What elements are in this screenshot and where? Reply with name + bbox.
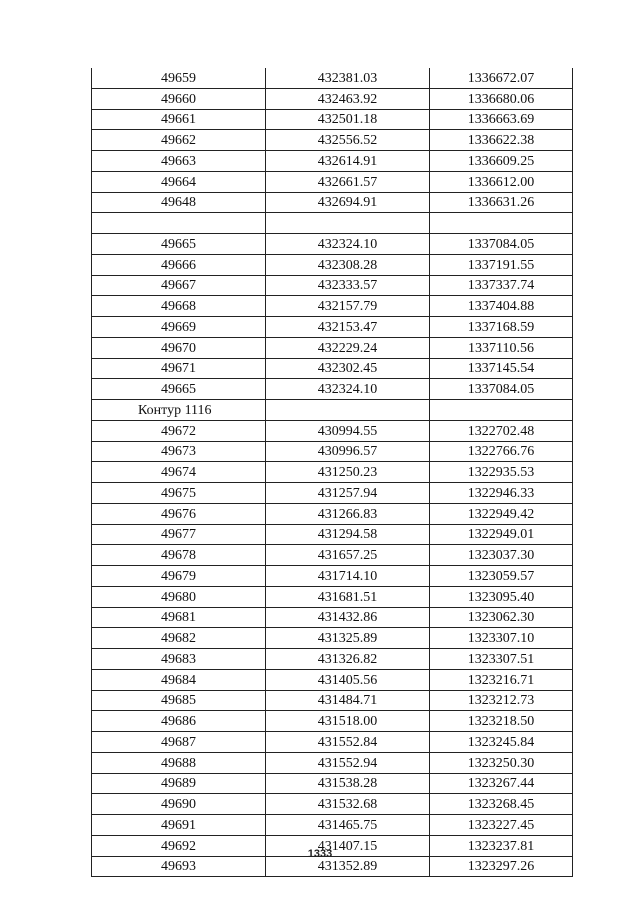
y-coordinate-cell: 1323297.26 bbox=[430, 856, 573, 877]
point-id-cell: 49693 bbox=[92, 856, 266, 877]
table-row bbox=[92, 586, 573, 607]
x-coordinate-cell: 431257.94 bbox=[266, 483, 430, 504]
point-id-cell: 49679 bbox=[92, 566, 266, 587]
table-row bbox=[92, 794, 573, 815]
y-coordinate-cell: 1336663.69 bbox=[430, 109, 573, 130]
y-coordinate-cell: 1337337.74 bbox=[430, 275, 573, 296]
point-id-cell: 49688 bbox=[92, 752, 266, 773]
table-row bbox=[92, 151, 573, 172]
table-row bbox=[92, 752, 573, 773]
y-coordinate-cell: 1323250.30 bbox=[430, 752, 573, 773]
table-row bbox=[92, 545, 573, 566]
point-id-cell: 49668 bbox=[92, 296, 266, 317]
x-coordinate-cell: 432501.18 bbox=[266, 109, 430, 130]
table-section-label-row bbox=[92, 400, 573, 421]
x-coordinate-cell: 431432.86 bbox=[266, 607, 430, 628]
point-id-cell: 49673 bbox=[92, 441, 266, 462]
point-id-cell: 49683 bbox=[92, 649, 266, 670]
table-row bbox=[92, 234, 573, 255]
y-coordinate-cell: 1323218.50 bbox=[430, 711, 573, 732]
x-coordinate-cell: 432661.57 bbox=[266, 171, 430, 192]
coordinates-table bbox=[91, 68, 573, 877]
x-coordinate-cell: 431538.28 bbox=[266, 773, 430, 794]
y-coordinate-cell: 1336680.06 bbox=[430, 88, 573, 109]
table-row bbox=[92, 337, 573, 358]
table-row bbox=[92, 649, 573, 670]
x-coordinate-cell: 431352.89 bbox=[266, 856, 430, 877]
x-coordinate-cell: 432308.28 bbox=[266, 254, 430, 275]
point-id-cell bbox=[92, 213, 266, 234]
point-id-cell: 49663 bbox=[92, 151, 266, 172]
table-row bbox=[92, 711, 573, 732]
table-blank-row bbox=[92, 213, 573, 234]
table-row bbox=[92, 607, 573, 628]
point-id-cell: 49670 bbox=[92, 337, 266, 358]
x-coordinate-cell: 432463.92 bbox=[266, 88, 430, 109]
table-row bbox=[92, 254, 573, 275]
point-id-cell: 49692 bbox=[92, 835, 266, 856]
x-coordinate-cell: 430994.55 bbox=[266, 420, 430, 441]
point-id-cell: 49685 bbox=[92, 690, 266, 711]
point-id-cell: 49660 bbox=[92, 88, 266, 109]
x-coordinate-cell: 432556.52 bbox=[266, 130, 430, 151]
x-coordinate-cell: 431714.10 bbox=[266, 566, 430, 587]
point-id-cell: 49665 bbox=[92, 234, 266, 255]
x-coordinate-cell: 431294.58 bbox=[266, 524, 430, 545]
y-coordinate-cell: 1323245.84 bbox=[430, 732, 573, 753]
contour-label-cell: Контур 1116 bbox=[92, 400, 266, 421]
y-coordinate-cell: 1322949.42 bbox=[430, 503, 573, 524]
y-coordinate-cell: 1337404.88 bbox=[430, 296, 573, 317]
y-coordinate-cell: 1336631.26 bbox=[430, 192, 573, 213]
table-row bbox=[92, 669, 573, 690]
x-coordinate-cell: 432381.03 bbox=[266, 68, 430, 88]
x-coordinate-cell: 431657.25 bbox=[266, 545, 430, 566]
table-row bbox=[92, 462, 573, 483]
table-row bbox=[92, 130, 573, 151]
point-id-cell: 49667 bbox=[92, 275, 266, 296]
table-row bbox=[92, 628, 573, 649]
point-id-cell: 49682 bbox=[92, 628, 266, 649]
x-coordinate-cell: 431465.75 bbox=[266, 815, 430, 836]
x-coordinate-cell: 432229.24 bbox=[266, 337, 430, 358]
y-coordinate-cell: 1336672.07 bbox=[430, 68, 573, 88]
point-id-cell: 49678 bbox=[92, 545, 266, 566]
x-coordinate-cell: 431250.23 bbox=[266, 462, 430, 483]
point-id-cell: 49664 bbox=[92, 171, 266, 192]
point-id-cell: 49648 bbox=[92, 192, 266, 213]
table-row bbox=[92, 171, 573, 192]
y-coordinate-cell: 1323227.45 bbox=[430, 815, 573, 836]
y-coordinate-cell: 1337145.54 bbox=[430, 358, 573, 379]
table-row bbox=[92, 503, 573, 524]
point-id-cell: 49672 bbox=[92, 420, 266, 441]
x-coordinate-cell: 432157.79 bbox=[266, 296, 430, 317]
y-coordinate-cell: 1322949.01 bbox=[430, 524, 573, 545]
point-id-cell: 49669 bbox=[92, 317, 266, 338]
y-coordinate-cell: 1323037.30 bbox=[430, 545, 573, 566]
y-coordinate-cell: 1322702.48 bbox=[430, 420, 573, 441]
y-coordinate-cell bbox=[430, 400, 573, 421]
y-coordinate-cell: 1337084.05 bbox=[430, 234, 573, 255]
table-row bbox=[92, 524, 573, 545]
x-coordinate-cell bbox=[266, 400, 430, 421]
x-coordinate-cell: 432614.91 bbox=[266, 151, 430, 172]
x-coordinate-cell: 431326.82 bbox=[266, 649, 430, 670]
table-row bbox=[92, 192, 573, 213]
x-coordinate-cell: 432302.45 bbox=[266, 358, 430, 379]
x-coordinate-cell: 431484.71 bbox=[266, 690, 430, 711]
y-coordinate-cell: 1323059.57 bbox=[430, 566, 573, 587]
table-row bbox=[92, 317, 573, 338]
y-coordinate-cell: 1323216.71 bbox=[430, 669, 573, 690]
point-id-cell: 49689 bbox=[92, 773, 266, 794]
point-id-cell: 49661 bbox=[92, 109, 266, 130]
point-id-cell: 49690 bbox=[92, 794, 266, 815]
y-coordinate-cell: 1323095.40 bbox=[430, 586, 573, 607]
point-id-cell: 49666 bbox=[92, 254, 266, 275]
x-coordinate-cell: 431407.15 bbox=[266, 835, 430, 856]
y-coordinate-cell: 1322946.33 bbox=[430, 483, 573, 504]
table-row bbox=[92, 88, 573, 109]
table-row bbox=[92, 690, 573, 711]
y-coordinate-cell: 1323062.30 bbox=[430, 607, 573, 628]
point-id-cell: 49684 bbox=[92, 669, 266, 690]
point-id-cell: 49676 bbox=[92, 503, 266, 524]
x-coordinate-cell: 432324.10 bbox=[266, 234, 430, 255]
y-coordinate-cell: 1323212.73 bbox=[430, 690, 573, 711]
x-coordinate-cell: 431681.51 bbox=[266, 586, 430, 607]
table-row bbox=[92, 358, 573, 379]
table-row bbox=[92, 379, 573, 400]
point-id-cell: 49691 bbox=[92, 815, 266, 836]
x-coordinate-cell: 432333.57 bbox=[266, 275, 430, 296]
point-id-cell: 49675 bbox=[92, 483, 266, 504]
y-coordinate-cell: 1323268.45 bbox=[430, 794, 573, 815]
table-row bbox=[92, 483, 573, 504]
x-coordinate-cell: 432694.91 bbox=[266, 192, 430, 213]
table-row bbox=[92, 566, 573, 587]
x-coordinate-cell: 432153.47 bbox=[266, 317, 430, 338]
point-id-cell: 49674 bbox=[92, 462, 266, 483]
table-row bbox=[92, 420, 573, 441]
table-row bbox=[92, 109, 573, 130]
table-row bbox=[92, 815, 573, 836]
table-row bbox=[92, 773, 573, 794]
point-id-cell: 49665 bbox=[92, 379, 266, 400]
coordinates-table-body bbox=[92, 68, 573, 877]
table-row bbox=[92, 68, 573, 88]
y-coordinate-cell: 1322935.53 bbox=[430, 462, 573, 483]
point-id-cell: 49671 bbox=[92, 358, 266, 379]
y-coordinate-cell: 1336609.25 bbox=[430, 151, 573, 172]
x-coordinate-cell: 431532.68 bbox=[266, 794, 430, 815]
table-row bbox=[92, 296, 573, 317]
table-row bbox=[92, 441, 573, 462]
table-row bbox=[92, 275, 573, 296]
x-coordinate-cell: 431518.00 bbox=[266, 711, 430, 732]
point-id-cell: 49659 bbox=[92, 68, 266, 88]
y-coordinate-cell: 1336622.38 bbox=[430, 130, 573, 151]
y-coordinate-cell bbox=[430, 213, 573, 234]
point-id-cell: 49677 bbox=[92, 524, 266, 545]
point-id-cell: 49662 bbox=[92, 130, 266, 151]
y-coordinate-cell: 1337191.55 bbox=[430, 254, 573, 275]
x-coordinate-cell: 431325.89 bbox=[266, 628, 430, 649]
y-coordinate-cell: 1323307.51 bbox=[430, 649, 573, 670]
point-id-cell: 49686 bbox=[92, 711, 266, 732]
y-coordinate-cell: 1323267.44 bbox=[430, 773, 573, 794]
y-coordinate-cell: 1337084.05 bbox=[430, 379, 573, 400]
x-coordinate-cell: 432324.10 bbox=[266, 379, 430, 400]
x-coordinate-cell: 431552.94 bbox=[266, 752, 430, 773]
y-coordinate-cell: 1323237.81 bbox=[430, 835, 573, 856]
x-coordinate-cell bbox=[266, 213, 430, 234]
x-coordinate-cell: 431405.56 bbox=[266, 669, 430, 690]
y-coordinate-cell: 1322766.76 bbox=[430, 441, 573, 462]
y-coordinate-cell: 1337168.59 bbox=[430, 317, 573, 338]
y-coordinate-cell: 1323307.10 bbox=[430, 628, 573, 649]
point-id-cell: 49681 bbox=[92, 607, 266, 628]
x-coordinate-cell: 431266.83 bbox=[266, 503, 430, 524]
page-number: 1333 bbox=[307, 848, 333, 860]
y-coordinate-cell: 1336612.00 bbox=[430, 171, 573, 192]
y-coordinate-cell: 1337110.56 bbox=[430, 337, 573, 358]
point-id-cell: 49680 bbox=[92, 586, 266, 607]
point-id-cell: 49687 bbox=[92, 732, 266, 753]
table-row bbox=[92, 732, 573, 753]
x-coordinate-cell: 431552.84 bbox=[266, 732, 430, 753]
x-coordinate-cell: 430996.57 bbox=[266, 441, 430, 462]
